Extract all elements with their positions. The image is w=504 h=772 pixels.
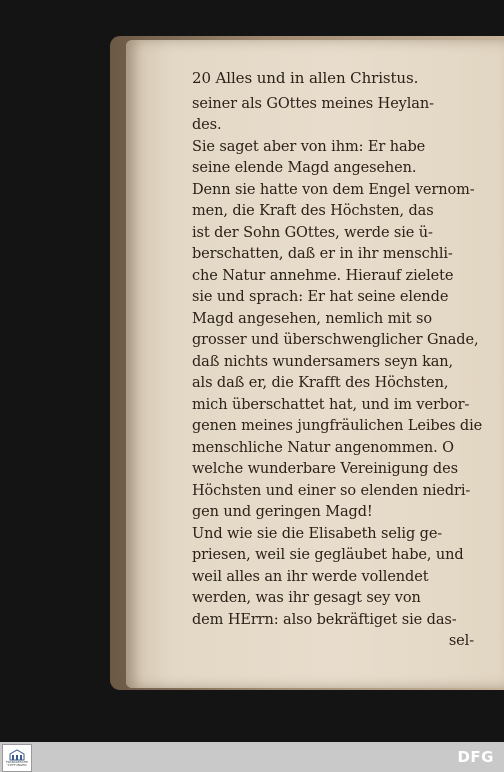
text-lines <box>192 94 488 632</box>
text-line: genen meines jungfräulichen Leibes die <box>192 418 483 434</box>
text-line: mich überschattet hat, und im verbor- <box>192 396 470 413</box>
catchword: sel- <box>448 633 474 649</box>
institution-logo[interactable] <box>2 744 32 772</box>
text-line: seiner als GOttes meines Heylan- <box>192 95 434 112</box>
text-line: priesen, weil sie gegläubet habe, und <box>192 547 464 563</box>
text-line: Höchsten und einer so elenden niedri- <box>192 482 471 499</box>
text-line: ist der Sohn GOttes, werde sie ü- <box>192 224 433 241</box>
text-line: men, die Kraft des Höchsten, das <box>192 203 434 219</box>
text-line: welche wunderbare Vereinigung des <box>192 461 458 477</box>
text-line: des. <box>192 117 222 133</box>
text-line: Sie saget aber von ihm: Er habe <box>192 138 426 155</box>
text-line: als daß er, die Krafft des Höchsten, <box>192 375 449 391</box>
text-line: seine elende Magd angesehen. <box>192 160 417 176</box>
text-line: Magd angesehen, nemlich mit so <box>192 310 433 327</box>
text-line: berschatten, daß er in ihr menschli- <box>192 246 453 262</box>
text-line: sie und sprach: Er hat seine elende <box>192 289 449 305</box>
dfg-logo[interactable]: DFG <box>457 748 494 766</box>
footer-bar <box>0 742 504 772</box>
running-header: 20 Alles und in allen Christus. <box>192 69 419 87</box>
text-line: Und wie sie die Elisabeth selig ge- <box>192 525 443 542</box>
text-line: grosser und überschwenglicher Gnade, <box>192 332 479 348</box>
logo-text: FRANCKESCHE STIFTUNGEN <box>5 759 29 767</box>
text-line: che Natur annehme. Hierauf zielete <box>192 267 454 284</box>
building-icon <box>9 749 25 761</box>
text-line: daß nichts wundersamers seyn kan, <box>192 353 454 370</box>
text-line: menschliche Natur angenommen. O <box>192 439 454 456</box>
text-line: werden, was ihr gesagt sey von <box>192 590 421 606</box>
text-line: dem HErrn: also bekräftiget sie das- <box>192 611 457 628</box>
text-line: weil alles an ihr werde vollendet <box>192 568 429 585</box>
page-text <box>192 68 488 653</box>
text-line: gen und geringen Magd! <box>192 504 373 520</box>
text-line: Denn sie hatte von dem Engel vernom- <box>192 181 475 198</box>
